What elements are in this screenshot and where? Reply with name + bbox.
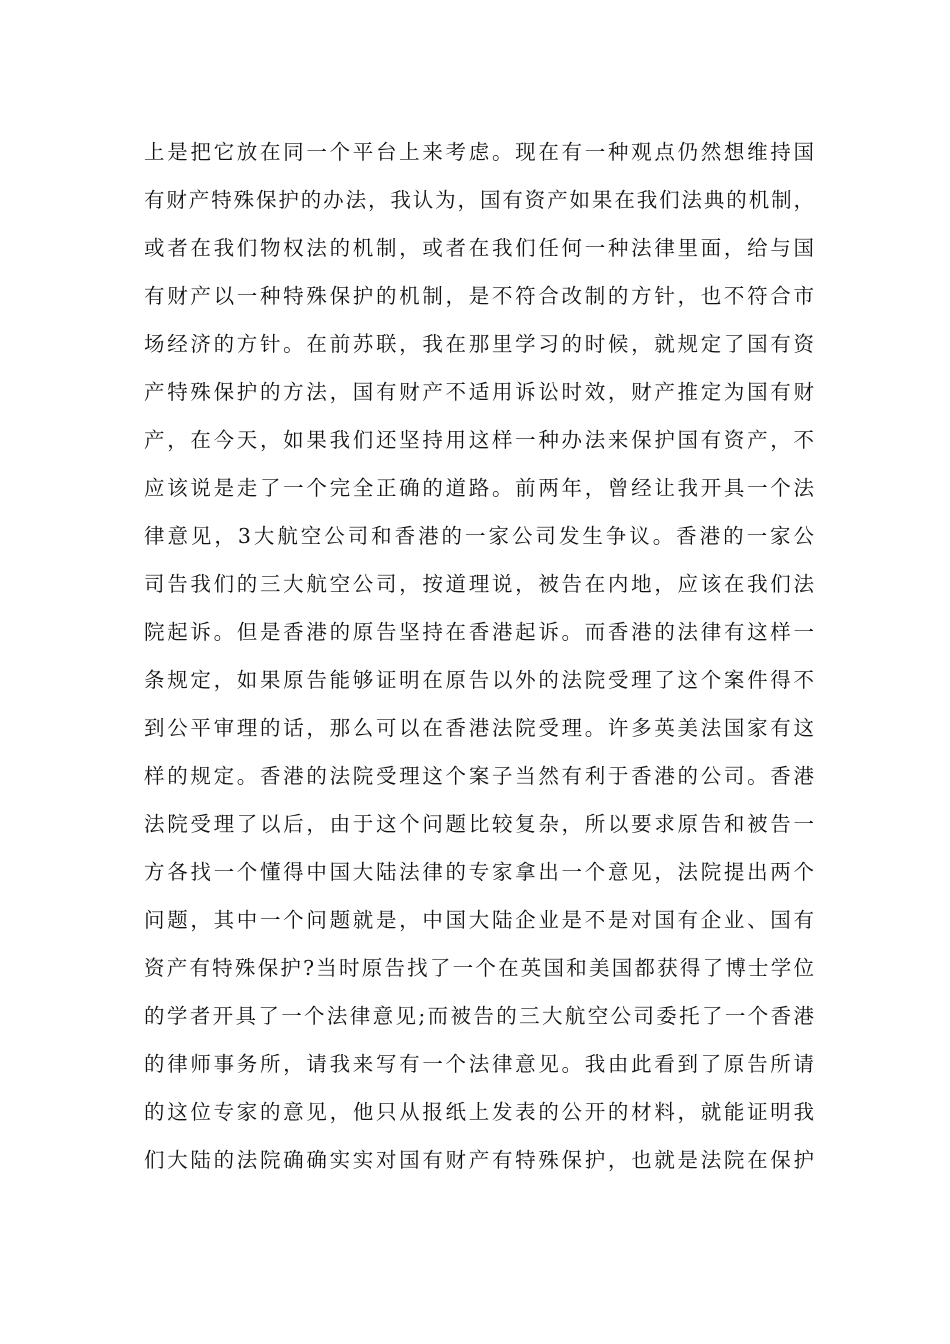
text-line: 方各找一个懂得中国大陆法律的专家拿出一个意见，法院提出两个 — [144, 860, 814, 884]
text-line: 有财产以一种特殊保护的机制，是不符合改制的方针，也不符合市 — [144, 284, 814, 308]
text-line: 的律师事务所，请我来写有一个法律意见。我由此看到了原告所请 — [144, 1052, 814, 1076]
text-line: 法院受理了以后，由于这个问题比较复杂，所以要求原告和被告一 — [144, 812, 814, 836]
text-line: 条规定，如果原告能够证明在原告以外的法院受理了这个案件得不 — [144, 668, 814, 692]
text-line: 资产有特殊保护?当时原告找了一个在英国和美国都获得了博士学位 — [144, 956, 814, 980]
text-line: 到公平审理的话，那么可以在香港法院受理。许多英美法国家有这 — [144, 716, 814, 740]
text-line: 或者在我们物权法的机制，或者在我们任何一种法律里面，给与国 — [144, 236, 814, 260]
text-line: 场经济的方针。在前苏联，我在那里学习的时候，就规定了国有资 — [144, 332, 814, 356]
text-line: 上是把它放在同一个平台上来考虑。现在有一种观点仍然想维持国 — [144, 140, 814, 164]
text-line: 样的规定。香港的法院受理这个案子当然有利于香港的公司。香港 — [144, 764, 814, 788]
text-line: 们大陆的法院确确实实对国有财产有特殊保护，也就是法院在保护 — [144, 1148, 814, 1172]
text-line: 律意见，3大航空公司和香港的一家公司发生争议。香港的一家公 — [144, 524, 814, 548]
text-line: 有财产特殊保护的办法，我认为，国有资产如果在我们法典的机制， — [144, 188, 814, 212]
text-line: 应该说是走了一个完全正确的道路。前两年，曾经让我开具一个法 — [144, 476, 814, 500]
text-line: 产特殊保护的方法，国有财产不适用诉讼时效，财产推定为国有财 — [144, 380, 814, 404]
text-line: 产，在今天，如果我们还坚持用这样一种办法来保护国有资产，不 — [144, 428, 814, 452]
text-line: 问题，其中一个问题就是，中国大陆企业是不是对国有企业、国有 — [144, 908, 814, 932]
text-line: 司告我们的三大航空公司，按道理说，被告在内地，应该在我们法 — [144, 572, 814, 596]
body-text — [144, 128, 814, 1184]
text-line: 院起诉。但是香港的原告坚持在香港起诉。而香港的法律有这样一 — [144, 620, 814, 644]
text-line: 的学者开具了一个法律意见;而被告的三大航空公司委托了一个香港 — [144, 1004, 814, 1028]
text-line: 的这位专家的意见，他只从报纸上发表的公开的材料，就能证明我 — [144, 1100, 814, 1124]
